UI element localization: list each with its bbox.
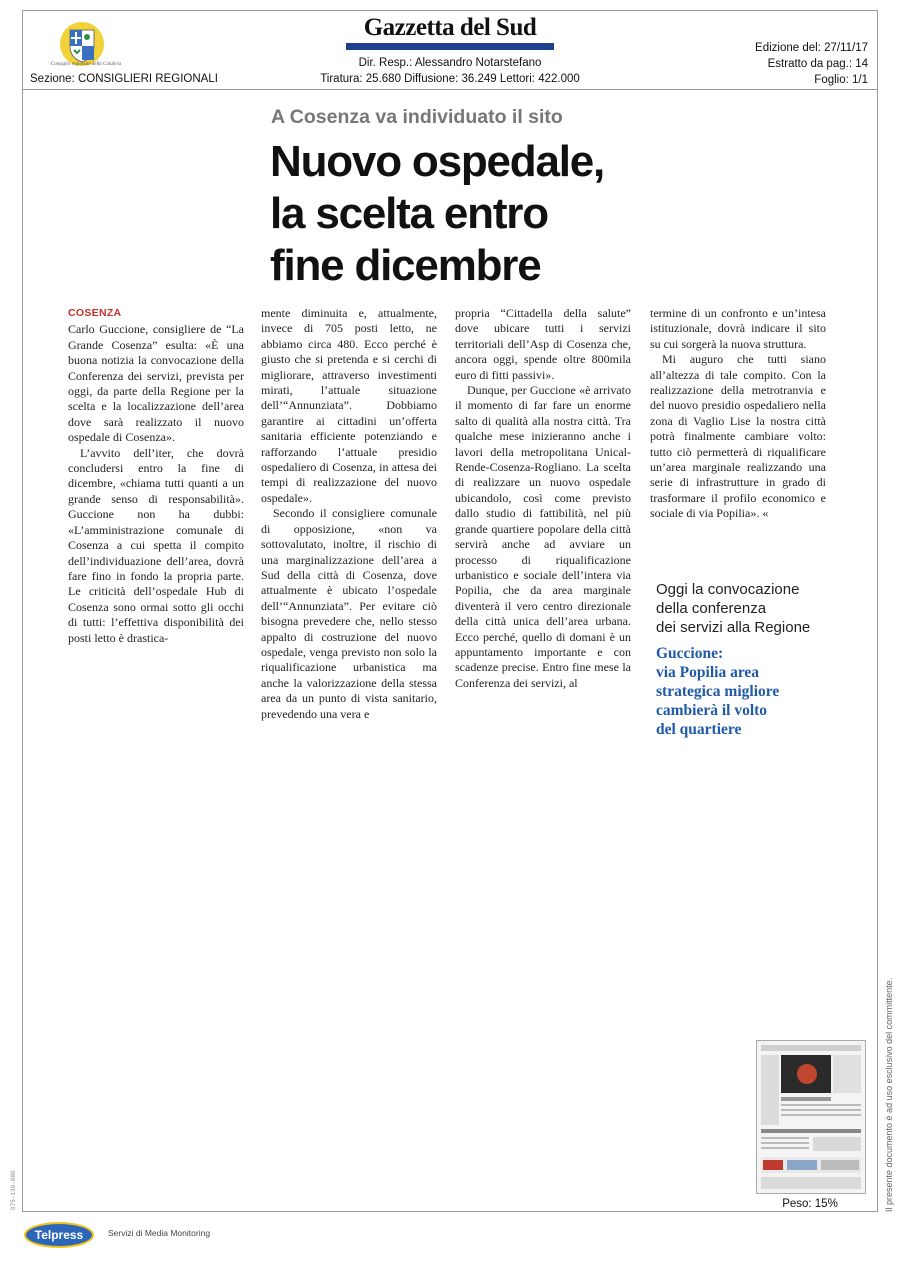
section-label: Sezione: CONSIGLIERI REGIONALI — [30, 73, 218, 85]
article-column-4 — [650, 306, 826, 522]
highlight-line: cambierà il volto — [656, 702, 768, 719]
service-label: Servizi di Media Monitoring — [108, 1228, 211, 1238]
peso-label: Peso: 15% — [782, 1198, 838, 1210]
sidebar-line: della conferenza — [656, 600, 767, 617]
highlight-line: Guccione: — [656, 645, 724, 662]
article-column-2 — [261, 306, 437, 722]
document-code: 075-139-080 — [10, 1170, 17, 1210]
paragraph: termine di un confronto e un’intesa istituzionale, dovrà indicare il sito su cui sorgerà la nuova struttura. — [650, 306, 826, 351]
telpress-wordmark: Telpress — [34, 1228, 84, 1242]
paragraph: Secondo il consigliere comunale di opposizione, «non va sottovalutato, inoltre, il rischio di una marginalizzazione dell’area a Sud della città di Cosenza, dove attualmente è ubicato l’ospedale dell’“Annunziata”. Per evitare ciò bisogna prevedere che, nello stesso appalto di costruzione del nuovo ospedale, venga previsto non solo la riqualificazione urbanistica ma anche la valorizzazione della stessa area da un punto di vista sanitario, prevedendo una vera e — [261, 506, 437, 721]
paragraph: L’avvito dell’iter, che dovrà concludersi entro la fine di dicembre, «chiama tutti quanti a un grande senso di responsabilità». Guccione non ha dubbi: «L’amministrazione comunale di Cosenza a cui spetta il compito dell’individuazione dell’area, dovrà fare fino in fondo la propria parte. Le criticità dell’ospedale Hub di Cosenza sono ormai sotto gli occhi di tutti: l’effettiva disponibilità dei posti letto è drastica- — [68, 445, 244, 645]
masthead — [346, 14, 554, 50]
sheet-number: Foglio: 1/1 — [814, 74, 868, 86]
edition-meta — [755, 40, 868, 88]
paragraph: Carlo Guccione, consigliere de “La Grande Cosenza” esulta: «È una buona notizia la convocazione della Conferenza dei servizi, prevista per oggi, da parte della Regione per la scelta e la localizzazione dell’area dove sarà realizzato il nuovo ospedale di Cosenza». — [68, 322, 244, 445]
sidebar-line: Oggi la convocazione — [656, 581, 800, 598]
paragraph: Dunque, per Guccione «è arrivato il momento di far fare un enorme salto di qualità alla nostra città. Tra qualche mese inizieranno anche i lavori della metropolitana Unical-Rende-Cosenza-Rogliano. La scelta di realizzare un nuovo ospedale ubicandolo, così come previsto dallo studio di fattibilità, nel più grande quartiere popolare della città servirà anche ad avviare un processo di riqualificazione urbanistico e sociale dell’intera via Popilia, che da area marginale diventerà il vero centro direzionale della città unica dell’area urbana. Ecco perché, quello di domani è un appuntamento importante e con scadenze precise. Entro fine mese la Conferenza dei servizi, al — [455, 383, 631, 690]
title-line: Nuovo ospedale, — [270, 137, 605, 186]
article-title — [270, 136, 604, 292]
masthead-title: Gazzetta del Sud — [363, 14, 537, 41]
article-column-3 — [455, 306, 631, 691]
page-extract: Estratto da pag.: 14 — [767, 58, 868, 70]
sidebar-summary — [656, 580, 810, 637]
paragraph: Mi auguro che tutti siano all’altezza di tale compito. Con la realizzazione della metrotranvia e del nuovo presidio ospedaliero nella zona di Vaglio Lise la nostra città potrà finalmente cambiare volto: tutto ciò permetterà di riqualificare un’area marginale realizzando una serie di infrastrutture in grado di trasformare il profilo economico e sociale di via Popilia». « — [650, 352, 826, 521]
page-thumbnail — [756, 1040, 866, 1194]
paragraph: mente diminuita e, attualmente, invece di 705 posti letto, ne abbiamo circa 480. Ecco perché è giusto che si pretenda e si cerchi di migliorare, attraverso investimenti mirati, l’attuale situazione dell’“Annunziata”. Dobbiamo garantire ai cittadini un’offerta sanitaria efficiente potenziando e rafforzando l’attuale presidio ospedaliero di Cosenza, in attesa dei tempi di realizzazione del nuovo ospedale». — [261, 306, 437, 505]
council-caption: Consiglio regionale della Calabria — [50, 62, 122, 67]
article-kicker: A Cosenza va individuato il sito — [271, 106, 563, 128]
header-divider — [22, 89, 878, 90]
paragraph: propria “Cittadella della salute” dove ubicare tutti i servizi territoriali dell’Asp di Cosenza che, ancora oggi, spende oltre 800mila euro di fitti passivi». — [455, 306, 631, 382]
sidebar-highlight — [656, 644, 779, 739]
title-line: la scelta entro — [270, 189, 548, 238]
usage-disclaimer: Il presente documento è ad uso esclusivo del committente. — [884, 977, 894, 1212]
title-line: fine dicembre — [270, 241, 541, 290]
director-line: Dir. Resp.: Alessandro Notarstefano — [358, 57, 542, 69]
article-column-1 — [68, 306, 244, 646]
sidebar-line: dei servizi alla Regione — [656, 619, 811, 636]
masthead-bar — [346, 43, 554, 50]
highlight-line: strategica migliore — [656, 683, 780, 700]
dateline: COSENZA — [68, 307, 122, 319]
edition-date: Edizione del: 27/11/17 — [755, 42, 868, 54]
highlight-line: del quartiere — [656, 721, 742, 738]
circulation-line: Tiratura: 25.680 Diffusione: 36.249 Lettori: 422.000 — [320, 73, 580, 85]
telpress-logo — [22, 1220, 96, 1250]
highlight-line: via Popilia area — [656, 664, 760, 681]
